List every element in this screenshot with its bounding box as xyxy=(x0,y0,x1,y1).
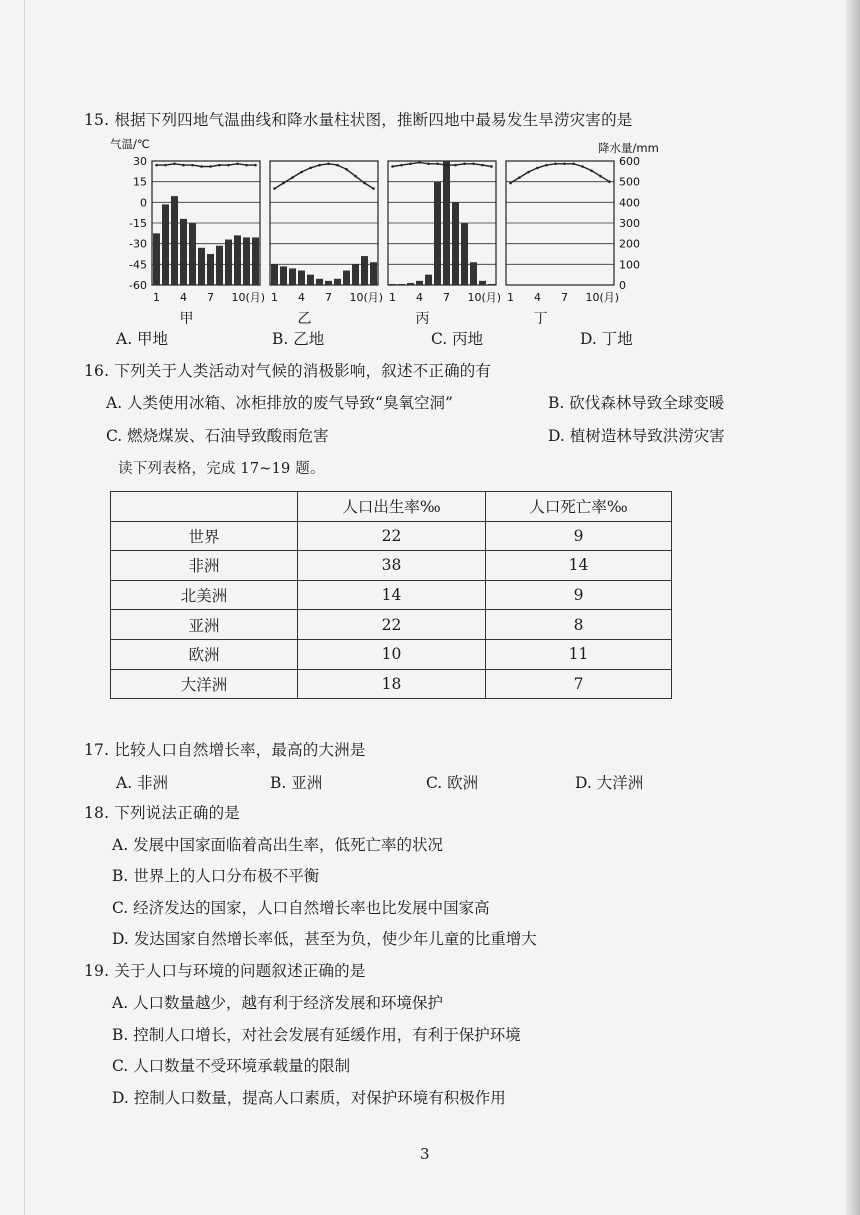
temperature-point xyxy=(372,187,375,190)
question-17-option-b[interactable]: B. 亚洲 xyxy=(270,774,323,792)
temperature-tick-label: -45 xyxy=(129,258,147,272)
temperature-point xyxy=(164,164,167,167)
table-cell: 10 xyxy=(298,639,486,669)
temperature-point xyxy=(563,162,566,165)
precipitation-bar xyxy=(370,262,377,285)
temperature-line xyxy=(393,162,492,166)
table-cell: 14 xyxy=(298,580,486,610)
question-18-option-c[interactable]: C. 经济发达的国家，人口自然增长率也比发展中国家高 xyxy=(112,899,490,917)
table-row xyxy=(111,669,672,699)
temperature-line xyxy=(157,164,256,167)
table-row xyxy=(111,610,672,640)
precipitation-bar xyxy=(470,262,477,285)
temperature-tick-label: -15 xyxy=(129,217,147,230)
question-17-stem: 17. 比较人口自然增长率，最高的大洲是 xyxy=(84,741,366,759)
month-tick-label: 10(月) xyxy=(231,291,266,304)
precipitation-tick-label: 400 xyxy=(619,196,640,210)
precipitation-bar xyxy=(352,264,359,285)
temperature-point xyxy=(209,165,212,168)
temperature-point xyxy=(472,162,475,165)
question-15-option-b[interactable]: B. 乙地 xyxy=(272,330,325,348)
temperature-point xyxy=(273,187,276,190)
precipitation-bar xyxy=(461,223,468,285)
temperature-point xyxy=(309,167,312,170)
temperature-point xyxy=(173,162,176,165)
precipitation-bar xyxy=(479,281,486,285)
temperature-line xyxy=(275,164,374,189)
precipitation-bar xyxy=(389,284,396,285)
precipitation-bar xyxy=(452,202,459,285)
temperature-point xyxy=(336,164,339,167)
temperature-line xyxy=(511,164,610,183)
question-15-option-c[interactable]: C. 丙地 xyxy=(431,330,484,348)
temperature-point xyxy=(191,164,194,167)
temperature-point xyxy=(327,162,330,165)
temperature-point xyxy=(291,176,294,179)
table-header-row xyxy=(111,492,672,522)
precipitation-bar xyxy=(225,240,232,285)
month-tick-label: 1 xyxy=(389,291,396,304)
temperature-tick-label: 15 xyxy=(133,175,147,189)
temperature-axis-label: 气温/℃ xyxy=(110,137,150,151)
month-tick-label: 7 xyxy=(443,291,450,304)
month-tick-label: 10(月) xyxy=(585,291,620,304)
scan-edge-right xyxy=(846,0,860,1215)
precipitation-bar xyxy=(425,275,432,285)
temperature-point xyxy=(445,164,448,167)
temperature-point xyxy=(572,162,575,165)
temperature-point xyxy=(245,164,248,167)
temperature-point xyxy=(509,182,512,185)
temperature-point xyxy=(518,176,521,179)
question-15-stem: 15. 根据下列四地气温曲线和降水量柱状图，推断四地中最易发生旱涝灾害的是 xyxy=(84,111,633,129)
temperature-point xyxy=(345,168,348,171)
climate-charts xyxy=(100,134,680,330)
temperature-point xyxy=(436,162,439,165)
precipitation-bar xyxy=(316,279,323,285)
temperature-point xyxy=(218,164,221,167)
month-tick-label: 4 xyxy=(534,291,541,304)
temperature-point xyxy=(318,164,321,167)
precipitation-bar xyxy=(434,182,441,285)
temperature-point xyxy=(300,171,303,174)
temperature-point xyxy=(536,167,539,170)
precipitation-tick-label: 500 xyxy=(619,175,640,189)
temperature-point xyxy=(454,164,457,167)
temperature-point xyxy=(236,162,239,165)
table-cell: 8 xyxy=(486,610,672,640)
month-tick-label: 7 xyxy=(325,291,332,304)
month-tick-label: 10(月) xyxy=(349,291,384,304)
question-19-option-c[interactable]: C. 人口数量不受环境承载量的限制 xyxy=(112,1057,351,1075)
precipitation-bar xyxy=(153,233,160,285)
temperature-point xyxy=(400,164,403,167)
precipitation-tick-label: 600 xyxy=(619,155,640,168)
temperature-point xyxy=(463,162,466,165)
page-number: 3 xyxy=(420,1145,430,1163)
panel-name: 丙 xyxy=(415,311,430,327)
precipitation-bar xyxy=(407,283,414,285)
panel-name: 丁 xyxy=(533,311,548,327)
temperature-point xyxy=(200,165,203,168)
temperature-point xyxy=(545,164,548,167)
month-tick-label: 4 xyxy=(298,291,305,304)
question-17-option-d[interactable]: D. 大洋洲 xyxy=(575,774,644,792)
table-cell: 22 xyxy=(298,610,486,640)
population-table xyxy=(110,491,672,699)
month-tick-label: 7 xyxy=(561,291,568,304)
question-18-option-a[interactable]: A. 发展中国家面临着高出生率，低死亡率的状况 xyxy=(112,836,444,854)
question-18-option-d[interactable]: D. 发达国家自然增长率低，甚至为负，使少年儿童的比重增大 xyxy=(112,930,537,948)
temperature-point xyxy=(581,165,584,168)
precipitation-bar xyxy=(207,254,214,285)
precipitation-bar xyxy=(198,248,205,285)
precipitation-bar xyxy=(398,284,405,285)
precipitation-bar xyxy=(252,237,259,285)
table-cell: 18 xyxy=(298,669,486,699)
precipitation-bar xyxy=(289,268,296,285)
month-tick-label: 4 xyxy=(416,291,423,304)
table-cell: 北美洲 xyxy=(111,580,298,610)
precipitation-bar xyxy=(189,223,196,285)
table-cell: 亚洲 xyxy=(111,610,298,640)
precipitation-bar xyxy=(234,235,241,285)
question-17-option-c[interactable]: C. 欧洲 xyxy=(426,774,479,792)
question-19-option-b[interactable]: B. 控制人口增长，对社会发展有延缓作用，有利于保护环境 xyxy=(112,1026,521,1044)
temperature-point xyxy=(527,171,530,174)
question-19-option-a[interactable]: A. 人口数量越少，越有利于经济发展和环境保护 xyxy=(112,994,444,1012)
temperature-point xyxy=(391,165,394,168)
temperature-point xyxy=(282,182,285,185)
precipitation-tick-label: 200 xyxy=(619,237,640,251)
scan-edge-left xyxy=(24,0,25,1215)
question-16-option-c[interactable]: C. 燃烧煤炭、石油导致酸雨危害 xyxy=(106,427,329,445)
precipitation-bar xyxy=(171,196,178,285)
temperature-point xyxy=(427,162,430,165)
temperature-point xyxy=(155,164,158,167)
question-16-option-b[interactable]: B. 砍伐森林导致全球变暖 xyxy=(548,394,725,412)
panel-name: 甲 xyxy=(179,311,194,327)
precipitation-bar xyxy=(216,246,223,285)
precipitation-axis-label: 降水量/mm xyxy=(598,141,659,155)
temperature-point xyxy=(590,169,593,172)
table-cell: 9 xyxy=(486,580,672,610)
table-cell: 9 xyxy=(486,521,672,551)
table-row xyxy=(111,551,672,581)
temperature-point xyxy=(490,165,493,168)
precipitation-bar xyxy=(280,266,287,285)
precipitation-bar xyxy=(180,219,187,285)
question-18-stem: 18. 下列说法正确的是 xyxy=(84,804,240,822)
table-cell: 欧洲 xyxy=(111,639,298,669)
precipitation-tick-label: 300 xyxy=(619,217,640,230)
precipitation-bar xyxy=(334,279,341,285)
question-15-option-a[interactable]: A. 甲地 xyxy=(116,330,169,348)
temperature-point xyxy=(599,175,602,178)
question-16-option-a[interactable]: A. 人类使用冰箱、冰柜排放的废气导致“臭氧空洞” xyxy=(106,394,453,412)
table-cell: 7 xyxy=(486,669,672,699)
temperature-tick-label: 30 xyxy=(133,155,147,168)
table-header-cell: 人口出生率‰ xyxy=(298,492,486,522)
temperature-point xyxy=(608,180,611,183)
precipitation-bar xyxy=(361,256,368,285)
month-tick-label: 4 xyxy=(180,291,187,304)
table-cell: 22 xyxy=(298,521,486,551)
temperature-tick-label: -60 xyxy=(129,279,147,292)
table-header-cell xyxy=(111,492,298,522)
table-cell: 世界 xyxy=(111,521,298,551)
month-tick-label: 1 xyxy=(271,291,278,304)
precipitation-tick-label: 100 xyxy=(619,258,640,272)
temperature-point xyxy=(481,164,484,167)
precipitation-bar xyxy=(416,281,423,285)
temperature-point xyxy=(182,164,185,167)
table-row xyxy=(111,639,672,669)
question-16-stem: 16. 下列关于人类活动对气候的消极影响，叙述不正确的有 xyxy=(84,362,492,380)
precipitation-bar xyxy=(271,264,278,285)
temperature-point xyxy=(254,164,257,167)
question-19-option-d[interactable]: D. 控制人口数量，提高人口素质，对保护环境有积极作用 xyxy=(112,1089,506,1107)
precipitation-bar xyxy=(307,275,314,285)
precipitation-bar xyxy=(162,204,169,285)
table-cell: 非洲 xyxy=(111,551,298,581)
question-18-option-b[interactable]: B. 世界上的人口分布极不平衡 xyxy=(112,867,320,885)
question-16-option-d[interactable]: D. 植树造林导致洪涝灾害 xyxy=(548,427,725,445)
month-tick-label: 1 xyxy=(507,291,514,304)
temperature-tick-label: -30 xyxy=(129,237,147,251)
temperature-point xyxy=(227,164,230,167)
month-tick-label: 7 xyxy=(207,291,214,304)
precipitation-bar xyxy=(488,284,495,285)
panel-name: 乙 xyxy=(297,311,312,327)
temperature-point xyxy=(554,162,557,165)
table-cell: 38 xyxy=(298,551,486,581)
table-cell: 大洋洲 xyxy=(111,669,298,699)
table-row xyxy=(111,580,672,610)
precipitation-tick-label: 0 xyxy=(619,279,626,292)
question-15-option-d[interactable]: D. 丁地 xyxy=(580,330,633,348)
precipitation-bar xyxy=(343,271,350,285)
precipitation-bar xyxy=(325,281,332,285)
table-cell: 14 xyxy=(486,551,672,581)
precipitation-bar xyxy=(298,271,305,285)
month-tick-label: 10(月) xyxy=(467,291,502,304)
table-intro: 读下列表格，完成 17~19 题。 xyxy=(118,461,325,477)
temperature-point xyxy=(354,175,357,178)
question-17-option-a[interactable]: A. 非洲 xyxy=(116,774,169,792)
precipitation-bar xyxy=(443,161,450,285)
question-19-stem: 19. 关于人口与环境的问题叙述正确的是 xyxy=(84,962,366,980)
temperature-point xyxy=(418,161,421,164)
table-cell: 11 xyxy=(486,639,672,669)
month-tick-label: 1 xyxy=(153,291,160,304)
temperature-point xyxy=(409,162,412,165)
table-row xyxy=(111,521,672,551)
temperature-tick-label: 0 xyxy=(140,196,147,210)
precipitation-bar xyxy=(243,237,250,285)
table-header-cell: 人口死亡率‰ xyxy=(486,492,672,522)
temperature-point xyxy=(363,182,366,185)
